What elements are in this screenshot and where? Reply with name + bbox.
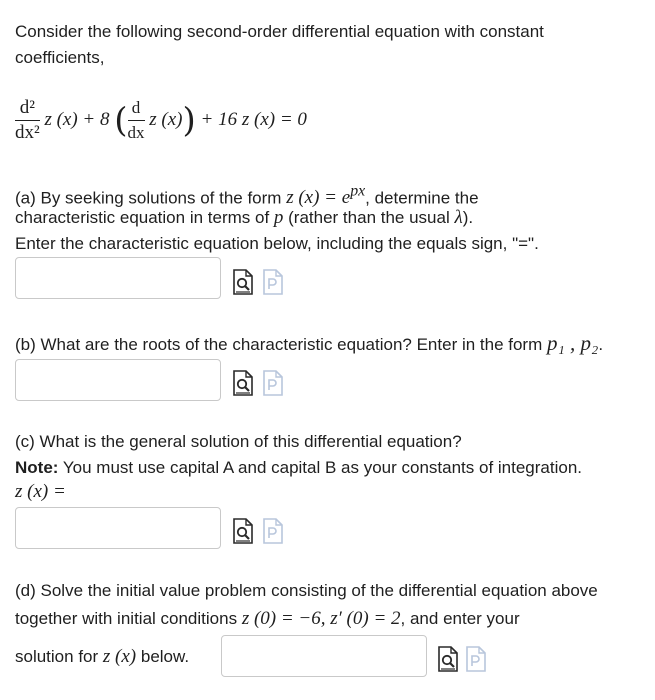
part-c-line-1: (c) What is the general solution of this differential equation? (15, 432, 462, 451)
z-of-x-term: z (x) + 8 (44, 108, 110, 130)
part-a-line2-mid: (rather than the usual (288, 208, 450, 227)
note-label: Note: (15, 458, 59, 477)
part-a-form-math (286, 183, 366, 209)
characteristic-equation-input[interactable] (15, 257, 221, 299)
initial-conditions-math: z (0) = −6, z′ (0) = 2 (241, 608, 401, 629)
help-icon[interactable] (262, 370, 284, 396)
part-d-line-1: (d) Solve the initial value problem consisting of the differential equation above (15, 581, 598, 600)
p-symbol: p (273, 207, 284, 228)
part-a-text-tail: , determine the (365, 188, 479, 208)
zx-math: z (x) (102, 646, 137, 667)
form-base: z (x) = e (286, 187, 351, 209)
general-solution-label: z (x) = (15, 481, 66, 502)
part-a-line2-tail: ). (462, 208, 474, 227)
help-icon[interactable] (465, 646, 487, 672)
z-of-x-inner: z (x) (149, 108, 183, 130)
part-d-line3-tail: below. (140, 647, 190, 666)
dx2-denominator: dx² (15, 122, 40, 143)
help-icon[interactable] (262, 518, 284, 544)
right-paren: ) (182, 100, 196, 141)
part-c-note (15, 457, 582, 479)
part-a-line-2 (15, 207, 473, 229)
roots-input[interactable] (15, 359, 221, 401)
differential-equation (15, 96, 307, 145)
part-a-text: (a) By seeking solutions of the form (15, 188, 282, 208)
ivp-solution-input[interactable] (221, 635, 427, 677)
general-solution-input[interactable] (15, 507, 221, 549)
part-d-line-2 (15, 608, 520, 630)
preview-icon[interactable] (437, 646, 459, 672)
intro-line-2: coefficients, (15, 48, 105, 67)
first-derivative-operator (128, 96, 145, 145)
part-d-line2-text: together with initial conditions (15, 609, 238, 628)
equation-rest: + 16 z (x) = 0 (200, 108, 307, 130)
part-d-line-3 (15, 646, 189, 668)
part-b-line-1 (15, 332, 603, 356)
form-exponent: px (350, 183, 366, 200)
part-b-text: (b) What are the roots of the characteristic equation? Enter in the form (15, 335, 543, 354)
part-b-tail: . (598, 335, 604, 354)
roots-form-math: p₁ , p₂ (547, 331, 599, 355)
part-a-line-1 (15, 181, 479, 209)
second-derivative-operator (15, 96, 40, 145)
lambda-symbol: λ (454, 207, 463, 228)
part-d-line3-text: solution for (15, 647, 99, 666)
intro-line-1: Consider the following second-order differential equation with constant (15, 22, 544, 41)
help-icon[interactable] (262, 269, 284, 295)
part-d-line2-tail: , and enter your (400, 609, 520, 628)
preview-icon[interactable] (232, 518, 254, 544)
note-text: You must use capital A and capital B as your constants of integration. (62, 458, 583, 477)
part-a-line-3: Enter the characteristic equation below, including the equals sign, "=". (15, 234, 539, 253)
preview-icon[interactable] (232, 269, 254, 295)
part-a-line2-text: characteristic equation in terms of (15, 208, 270, 227)
left-paren: ( (114, 100, 128, 141)
preview-icon[interactable] (232, 370, 254, 396)
d-numerator: d (128, 96, 145, 121)
d2-numerator: d² (15, 96, 40, 121)
dx-denominator: dx (127, 123, 145, 142)
